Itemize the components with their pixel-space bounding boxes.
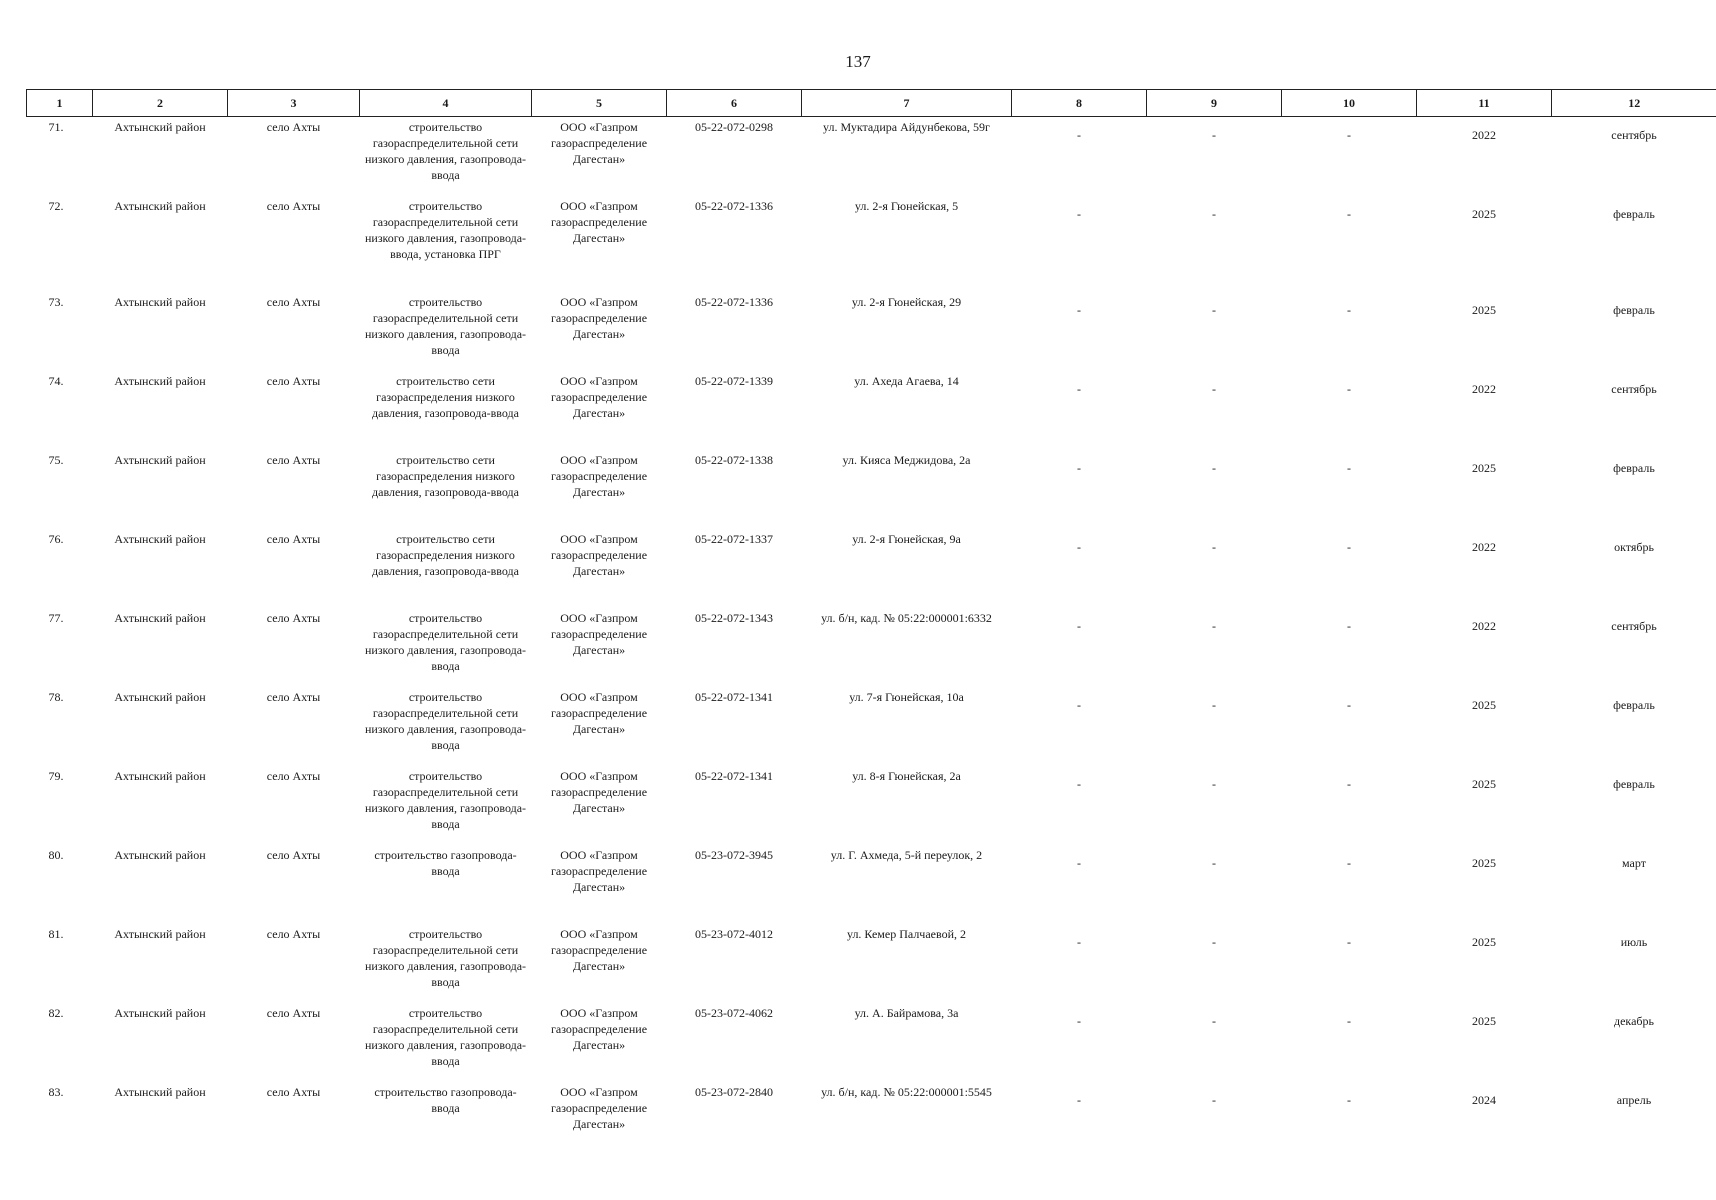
object-code-cell: 05-22-072-1336 xyxy=(695,198,773,213)
column-header: 4 xyxy=(360,90,532,117)
operator-cell: ООО «Газпром газораспределение Дагестан» xyxy=(550,689,648,736)
district-cell: Ахтынский район xyxy=(114,120,206,134)
locality-cell: село Ахты xyxy=(266,373,321,388)
year-cell: 2025 xyxy=(1472,460,1496,475)
works-description-cell: строительство сети газораспределения низкого давления, газопровода-ввода xyxy=(372,373,519,420)
address-cell: ул. Кемер Палчаевой, 2 xyxy=(846,926,967,941)
column-header: 3 xyxy=(228,90,360,117)
address-cell: ул. 7-я Гюнейская, 10а xyxy=(849,689,964,704)
year-cell: 2022 xyxy=(1472,618,1496,633)
year-cell: 2025 xyxy=(1472,934,1496,949)
column-9-cell: - xyxy=(1212,697,1216,712)
operator-cell: ООО «Газпром газораспределение Дагестан» xyxy=(550,198,648,245)
locality-cell: село Ахты xyxy=(266,926,321,941)
row-number: 82. xyxy=(48,1005,64,1020)
locality-cell: село Ахты xyxy=(266,531,321,546)
row-number: 71. xyxy=(48,120,64,134)
district-cell: Ахтынский район xyxy=(114,1005,206,1020)
locality-cell: село Ахты xyxy=(266,610,321,625)
month-cell: сентябрь xyxy=(1611,381,1657,396)
works-description-cell: строительство газораспределительной сети низкого давления, газопровода-ввода xyxy=(364,120,527,182)
district-cell: Ахтынский район xyxy=(114,452,206,467)
column-header: 2 xyxy=(93,90,228,117)
column-10-cell: - xyxy=(1347,539,1351,554)
address-cell: ул. 8-я Гюнейская, 2а xyxy=(852,768,961,783)
column-8-cell: - xyxy=(1077,1013,1081,1028)
header-row xyxy=(27,90,1716,117)
table-row xyxy=(27,687,1716,766)
address-cell: ул. А. Байрамова, 3а xyxy=(854,1005,959,1020)
column-10-cell: - xyxy=(1347,206,1351,221)
row-number: 72. xyxy=(48,198,64,213)
column-10-cell: - xyxy=(1347,934,1351,949)
year-cell: 2025 xyxy=(1472,206,1496,221)
month-cell: февраль xyxy=(1613,776,1655,791)
column-10-cell: - xyxy=(1347,697,1351,712)
column-9-cell: - xyxy=(1212,618,1216,633)
month-cell: февраль xyxy=(1613,460,1655,475)
row-number: 75. xyxy=(48,452,64,467)
row-number: 73. xyxy=(48,294,64,309)
locality-cell: село Ахты xyxy=(266,120,321,134)
works-description-cell: строительство газораспределительной сети низкого давления, газопровода-ввода xyxy=(364,1005,527,1068)
district-cell: Ахтынский район xyxy=(114,926,206,941)
table-row xyxy=(27,292,1716,371)
column-header: 12 xyxy=(1552,90,1716,117)
works-description-cell: строительство газораспределительной сети низкого давления, газопровода-ввода xyxy=(364,689,527,752)
row-number: 79. xyxy=(48,768,64,783)
district-cell: Ахтынский район xyxy=(114,847,206,862)
column-header: 6 xyxy=(667,90,802,117)
column-header: 8 xyxy=(1012,90,1147,117)
object-code-cell: 05-22-072-1341 xyxy=(695,768,773,783)
locality-cell: село Ахты xyxy=(266,1005,321,1020)
register-table xyxy=(26,89,1716,1161)
year-cell: 2025 xyxy=(1472,697,1496,712)
locality-cell: село Ахты xyxy=(266,294,321,309)
month-cell: апрель xyxy=(1616,1092,1652,1107)
works-description-cell: строительство газораспределительной сети низкого давления, газопровода-ввода xyxy=(364,610,527,673)
locality-cell: село Ахты xyxy=(266,847,321,862)
column-9-cell: - xyxy=(1212,1092,1216,1107)
district-cell: Ахтынский район xyxy=(114,531,206,546)
district-cell: Ахтынский район xyxy=(114,768,206,783)
row-number: 78. xyxy=(48,689,64,704)
table-row xyxy=(27,117,1716,196)
address-cell: ул. 2-я Гюнейская, 9а xyxy=(852,531,961,546)
row-number: 77. xyxy=(48,610,64,625)
column-10-cell: - xyxy=(1347,855,1351,870)
row-number: 80. xyxy=(48,847,64,862)
register-table-container xyxy=(26,89,1716,1161)
address-cell: ул. б/н, кад. № 05:22:000001:6332 xyxy=(821,610,992,625)
column-8-cell: - xyxy=(1077,206,1081,221)
column-header: 5 xyxy=(532,90,667,117)
column-10-cell: - xyxy=(1347,381,1351,396)
year-cell: 2022 xyxy=(1472,381,1496,396)
district-cell: Ахтынский район xyxy=(114,689,206,704)
operator-cell: ООО «Газпром газораспределение Дагестан» xyxy=(550,1084,648,1131)
column-8-cell: - xyxy=(1077,697,1081,712)
column-8-cell: - xyxy=(1077,934,1081,949)
table-row xyxy=(27,608,1716,687)
address-cell: ул. Муктадира Айдунбекова, 59г xyxy=(823,120,990,134)
locality-cell: село Ахты xyxy=(266,452,321,467)
object-code-cell: 05-22-072-1343 xyxy=(695,610,773,625)
operator-cell: ООО «Газпром газораспределение Дагестан» xyxy=(550,452,648,499)
operator-cell: ООО «Газпром газораспределение Дагестан» xyxy=(550,926,648,973)
column-8-cell: - xyxy=(1077,128,1081,142)
table-row xyxy=(27,1082,1716,1161)
object-code-cell: 05-22-072-1338 xyxy=(695,452,773,467)
column-8-cell: - xyxy=(1077,381,1081,396)
district-cell: Ахтынский район xyxy=(114,198,206,213)
district-cell: Ахтынский район xyxy=(114,294,206,309)
works-description-cell: строительство газопровода-ввода xyxy=(374,1084,517,1115)
column-10-cell: - xyxy=(1347,618,1351,633)
column-8-cell: - xyxy=(1077,1092,1081,1107)
table-row xyxy=(27,1003,1716,1082)
address-cell: ул. Г. Ахмеда, 5-й переулок, 2 xyxy=(830,847,983,862)
operator-cell: ООО «Газпром газораспределение Дагестан» xyxy=(550,531,648,578)
month-cell: октябрь xyxy=(1614,539,1654,554)
column-10-cell: - xyxy=(1347,460,1351,475)
operator-cell: ООО «Газпром газораспределение Дагестан» xyxy=(550,768,648,815)
column-header: 9 xyxy=(1147,90,1282,117)
table-row xyxy=(27,924,1716,1003)
operator-cell: ООО «Газпром газораспределение Дагестан» xyxy=(550,373,648,420)
object-code-cell: 05-22-072-1337 xyxy=(695,531,773,546)
locality-cell: село Ахты xyxy=(266,768,321,783)
column-8-cell: - xyxy=(1077,776,1081,791)
column-8-cell: - xyxy=(1077,618,1081,633)
column-9-cell: - xyxy=(1212,539,1216,554)
column-header: 10 xyxy=(1282,90,1417,117)
month-cell: сентябрь xyxy=(1611,618,1657,633)
locality-cell: село Ахты xyxy=(266,1084,321,1099)
year-cell: 2025 xyxy=(1472,302,1496,317)
column-9-cell: - xyxy=(1212,934,1216,949)
table-row xyxy=(27,450,1716,529)
column-header: 7 xyxy=(802,90,1012,117)
object-code-cell: 05-23-072-3945 xyxy=(695,847,773,862)
row-number: 83. xyxy=(48,1084,64,1099)
column-9-cell: - xyxy=(1212,776,1216,791)
month-cell: март xyxy=(1622,855,1646,870)
district-cell: Ахтынский район xyxy=(114,373,206,388)
month-cell: февраль xyxy=(1613,697,1655,712)
column-9-cell: - xyxy=(1212,460,1216,475)
district-cell: Ахтынский район xyxy=(114,610,206,625)
table-row xyxy=(27,845,1716,924)
month-cell: февраль xyxy=(1613,206,1655,221)
works-description-cell: строительство газораспределительной сети низкого давления, газопровода-ввода xyxy=(364,768,527,831)
column-header: 1 xyxy=(27,90,93,117)
locality-cell: село Ахты xyxy=(266,689,321,704)
column-9-cell: - xyxy=(1212,855,1216,870)
column-9-cell: - xyxy=(1212,206,1216,221)
address-cell: ул. 2-я Гюнейская, 29 xyxy=(851,294,962,309)
column-8-cell: - xyxy=(1077,855,1081,870)
month-cell: сентябрь xyxy=(1611,128,1657,142)
column-10-cell: - xyxy=(1347,776,1351,791)
row-number: 74. xyxy=(48,373,64,388)
object-code-cell: 05-22-072-1336 xyxy=(695,294,773,309)
column-10-cell: - xyxy=(1347,1013,1351,1028)
month-cell: декабрь xyxy=(1614,1013,1654,1028)
year-cell: 2022 xyxy=(1472,539,1496,554)
operator-cell: ООО «Газпром газораспределение Дагестан» xyxy=(550,610,648,657)
address-cell: ул. б/н, кад. № 05:22:000001:5545 xyxy=(821,1084,992,1099)
column-9-cell: - xyxy=(1212,1013,1216,1028)
column-9-cell: - xyxy=(1212,302,1216,317)
column-9-cell: - xyxy=(1212,128,1216,142)
row-number: 81. xyxy=(48,926,64,941)
works-description-cell: строительство газопровода-ввода xyxy=(374,847,517,878)
address-cell: ул. 2-я Гюнейская, 5 xyxy=(854,198,959,213)
district-cell: Ахтынский район xyxy=(114,1084,206,1099)
object-code-cell: 05-22-072-1341 xyxy=(695,689,773,704)
row-number: 76. xyxy=(48,531,64,546)
column-8-cell: - xyxy=(1077,302,1081,317)
object-code-cell: 05-22-072-1339 xyxy=(695,373,773,388)
column-header: 11 xyxy=(1417,90,1552,117)
table-row xyxy=(27,371,1716,450)
year-cell: 2025 xyxy=(1472,1013,1496,1028)
column-10-cell: - xyxy=(1347,1092,1351,1107)
object-code-cell: 05-22-072-0298 xyxy=(695,120,773,134)
table-row xyxy=(27,529,1716,608)
operator-cell: ООО «Газпром газораспределение Дагестан» xyxy=(550,1005,648,1052)
column-8-cell: - xyxy=(1077,539,1081,554)
object-code-cell: 05-23-072-4012 xyxy=(695,926,773,941)
works-description-cell: строительство газораспределительной сети низкого давления, газопровода-ввода, установка ПРГ xyxy=(364,198,527,261)
column-9-cell: - xyxy=(1212,381,1216,396)
table-row xyxy=(27,196,1716,292)
column-8-cell: - xyxy=(1077,460,1081,475)
operator-cell: ООО «Газпром газораспределение Дагестан» xyxy=(550,847,648,894)
column-10-cell: - xyxy=(1347,302,1351,317)
page-number: 137 xyxy=(845,52,871,71)
address-cell: ул. Ахеда Агаева, 14 xyxy=(854,373,959,388)
object-code-cell: 05-23-072-2840 xyxy=(695,1084,773,1099)
table-row xyxy=(27,766,1716,845)
address-cell: ул. Кияса Меджидова, 2а xyxy=(842,452,971,467)
works-description-cell: строительство сети газораспределения низкого давления, газопровода-ввода xyxy=(372,452,519,499)
works-description-cell: строительство сети газораспределения низкого давления, газопровода-ввода xyxy=(372,531,519,578)
year-cell: 2025 xyxy=(1472,776,1496,791)
works-description-cell: строительство газораспределительной сети низкого давления, газопровода-ввода xyxy=(364,294,527,357)
month-cell: февраль xyxy=(1613,302,1655,317)
month-cell: июль xyxy=(1620,934,1648,949)
year-cell: 2025 xyxy=(1472,855,1496,870)
column-10-cell: - xyxy=(1347,128,1351,142)
operator-cell: ООО «Газпром газораспределение Дагестан» xyxy=(550,294,648,341)
works-description-cell: строительство газораспределительной сети низкого давления, газопровода-ввода xyxy=(364,926,527,989)
year-cell: 2024 xyxy=(1472,1092,1496,1107)
operator-cell: ООО «Газпром газораспределение Дагестан» xyxy=(550,120,648,166)
locality-cell: село Ахты xyxy=(266,198,321,213)
object-code-cell: 05-23-072-4062 xyxy=(695,1005,773,1020)
table-body xyxy=(27,117,1716,1161)
year-cell: 2022 xyxy=(1472,128,1496,142)
table-header xyxy=(27,90,1716,117)
